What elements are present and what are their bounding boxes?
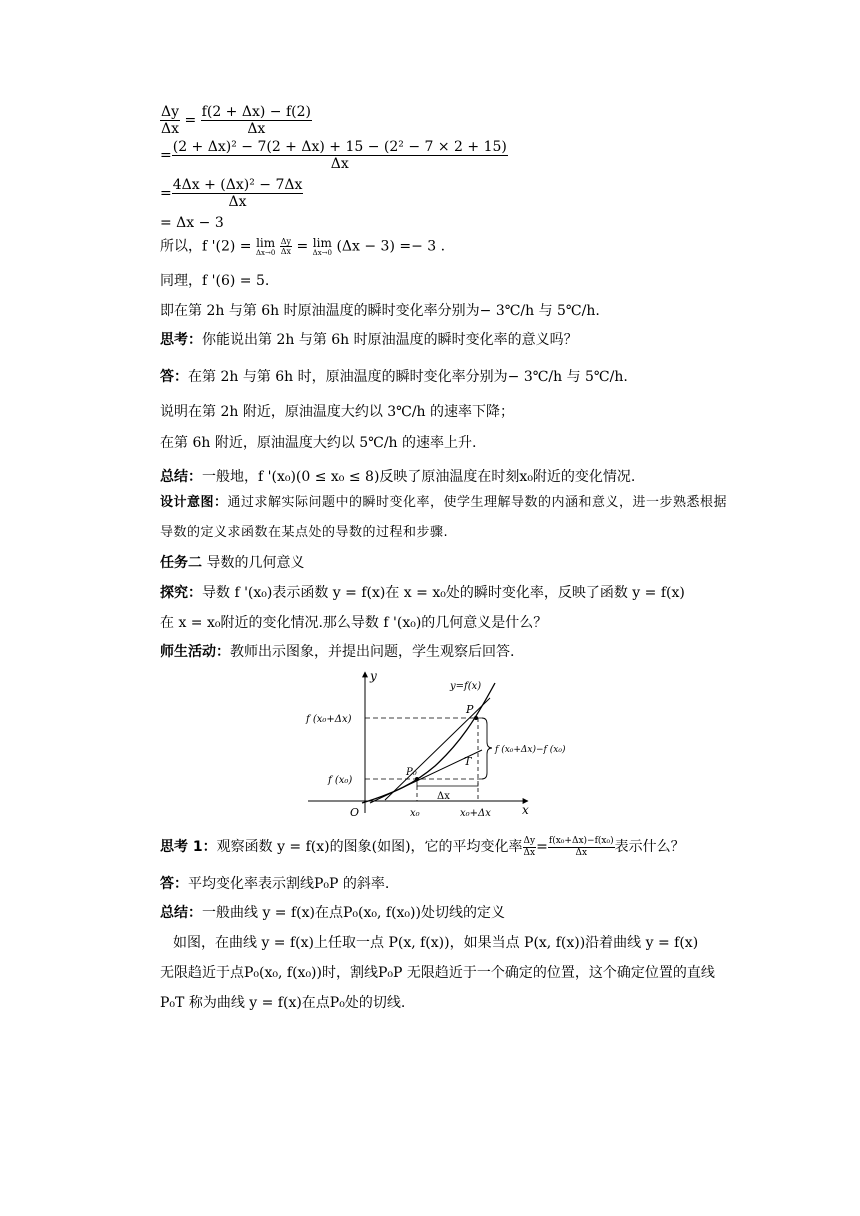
paragraph-design-intent: 设计意图：通过求解实际问题中的瞬时变化率，使学生理解导数的内涵和意义，进一步熟悉根据导数的定义求函数在某点处的导数的过程和步骤. [160, 495, 728, 540]
label-sikao: 思考： [160, 332, 202, 348]
fraction-numerator: (2 + Δx)² − 7(2 + Δx) + 15 − (2² − 7 × 2 + 15) [172, 139, 507, 155]
paragraph-da2: 答：平均变化率表示割线P₀P 的斜率. [160, 876, 390, 892]
paragraph-sikao: 思考：你能说出第 2h 与第 6h 时原油温度的瞬时变化率的意义吗？ [160, 332, 578, 348]
derivation-line-3: = $\frac{\text{4Δx + (Δx)² − 7Δx}}{\Delta x}$ [160, 177, 303, 211]
label-zongjie: 总结： [160, 469, 202, 485]
label-da2: 答： [160, 876, 188, 892]
paragraph-zongjie2: 总结：一般曲线 y = f(x)在点P₀(x₀, f(x₀))处切线的定义 [160, 905, 505, 921]
fraction-numerator: Δy [161, 104, 180, 120]
paragraph-jizai: 即在第 2h 与第 6h 时原油温度的瞬时变化率分别为− 3℃/h 与 5℃/h. [160, 303, 600, 319]
point-P [474, 716, 478, 720]
label-origin: O [350, 806, 360, 818]
label-curve: y=f(x) [450, 681, 482, 692]
dx-bracket [417, 783, 478, 786]
paragraph-ruotu-3: P₀T 称为曲线 y = f(x)在点P₀处的切线. [160, 995, 406, 1011]
limit-operator: lim Δx→0 [255, 236, 276, 257]
label-y: y [370, 669, 377, 683]
paragraph-tongli: 同理，f '(6) = 5. [160, 273, 270, 289]
fraction-denominator: Δx [330, 156, 349, 173]
label-x0dx: x₀+Δx [460, 808, 491, 818]
tangent-figure [300, 668, 590, 818]
paragraph-ruotu-1: 如图，在曲线 y = f(x)上任取一点 P(x, f(x))，如果当点 P(x, f(x))沿着曲线 y = f(x) [173, 935, 699, 951]
label-sikao1: 思考 1： [160, 839, 217, 855]
paragraph-tanjiu-1: 探究：导数 f '(x₀)表示函数 y = f(x)在 x = x₀处的瞬时变化率，反映了函数 y = f(x) [160, 585, 685, 601]
derivation-line-1: $\frac{\Delta y}{\Delta x}$ = $\frac{f(2 + \Delta x) - f(2)}{\Delta x}$ [161, 104, 311, 138]
derivation-line-2: = $\frac{\text{(2 + Δx)² − 7(2 + Δx) + 15 − (2² − 7 × 2 + 15)}}{\Delta x}$ [160, 139, 507, 173]
label-x: x [522, 803, 529, 817]
secant-line [385, 698, 490, 800]
paragraph-zai6h: 在第 6h 附近，原油温度大约以 5℃/h 的速率上升. [160, 435, 477, 451]
label-fx0: f (x₀) [328, 775, 353, 786]
paragraph-shisheng: 师生活动：教师出示图象，并提出问题，学生观察后回答. [160, 644, 515, 660]
fraction-numerator: 4Δx + (Δx)² − 7Δx [172, 177, 303, 193]
paragraph-zongjie1: 总结：一般地，f '(x₀)(0 ≤ x₀ ≤ 8)反映了原油温度在时刻x₀附近的变化情况. [160, 469, 636, 485]
label-fx0dx: f (x₀+Δx) [306, 714, 352, 725]
label-sheji: 设计意图： [160, 495, 228, 510]
derivation-line-4: = Δx − 3 [160, 215, 224, 231]
paragraph-shuoming: 说明在第 2h 附近，原油温度大约以 3℃/h 的速率下降； [160, 404, 515, 420]
brace [482, 718, 492, 779]
derivation-conclusion: 所以，f '(2) = lim Δx→0 $\frac{\Delta y}{\Delta x}$ = lim Δx→0 (Δx − 3) =− 3 . [160, 236, 446, 257]
fraction-denominator: Δx [247, 121, 266, 138]
label-x0: x₀ [410, 808, 420, 818]
fraction-denominator: Δx [228, 194, 247, 211]
section-heading-task2: 任务二 导数的几何意义 [160, 555, 305, 571]
curve-fx [362, 683, 495, 803]
limit-operator: lim Δx→0 [312, 236, 332, 257]
paragraph-tanjiu-2: 在 x = x₀附近的变化情况.那么导数 f '(x₀)的几何意义是什么？ [160, 615, 548, 631]
label-P0: P₀ [406, 767, 417, 778]
fraction-numerator: f(2 + Δx) − f(2) [201, 104, 311, 120]
paragraph-sikao1: 思考 1：观察函数 y = f(x)的图象(如图)，它的平均变化率 $\frac{\Delta y}{\Delta x}$ = $\frac{\text{f(x₀+Δx)−f(x₀)}}{\Delta x}$ 表示什么？ [160, 836, 685, 858]
paragraph-da: 答：在第 2h 与第 6h 时，原油温度的瞬时变化率分别为− 3℃/h 与 5℃/h. [160, 369, 628, 385]
paragraph-ruotu-2: 无限趋近于点P₀(x₀, f(x₀))时，割线P₀P 无限趋近于一个确定的位置，这个确定位置的直线 [160, 965, 715, 981]
label-brace: f (x₀+Δx)−f (x₀) [495, 745, 566, 755]
label-T: T [464, 755, 472, 768]
label-da: 答： [160, 369, 188, 385]
label-zongjie2: 总结： [160, 905, 202, 921]
label-tanjiu: 探究： [160, 585, 202, 601]
label-dx: Δx [437, 791, 450, 802]
label-shisheng: 师生活动： [160, 644, 230, 660]
label-P: P [466, 703, 474, 716]
fraction-denominator: Δx [161, 121, 180, 138]
